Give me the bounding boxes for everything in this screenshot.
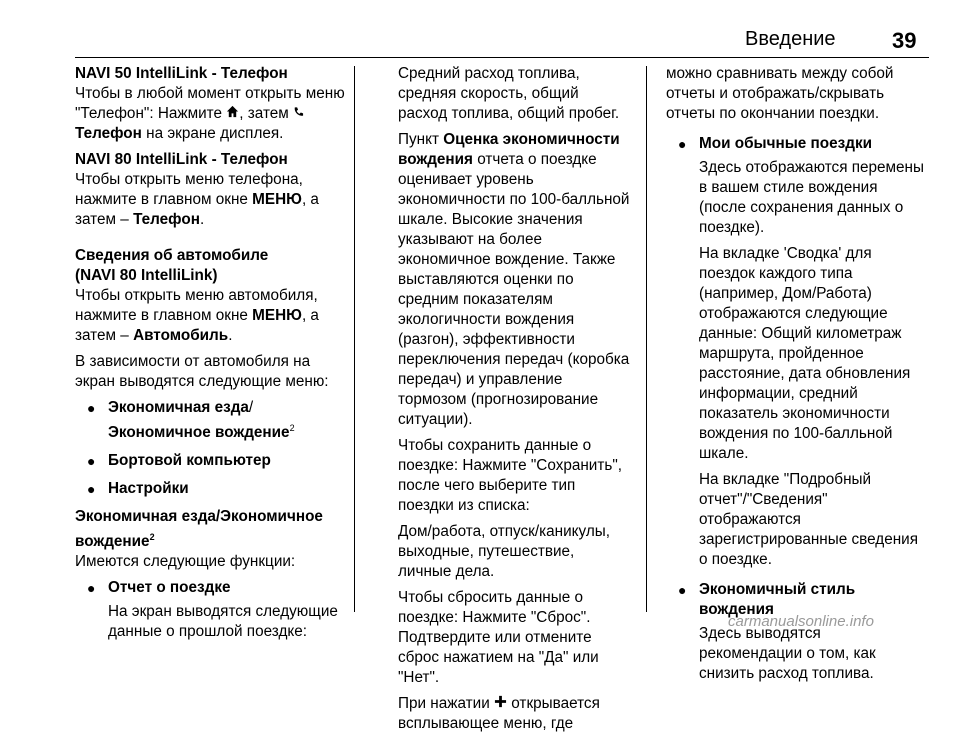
home-icon xyxy=(226,105,239,122)
column-3 xyxy=(666,64,928,690)
list-item-text: Здесь отображаются перемены в вашем стиле вождения (после сохранения данных о поездке). xyxy=(699,159,924,236)
list-item: ● Экономичный стиль вождения xyxy=(678,581,856,618)
phone-icon xyxy=(293,105,304,122)
paragraph: Чтобы сохранить данные о поездке: Нажмите "Сохранить", после чего выберите тип поездки из списка: xyxy=(398,437,623,514)
column-1 xyxy=(75,64,347,648)
list-item-text: Здесь выводятся рекомендации о том, как снизить расход топлива. xyxy=(699,625,876,682)
list-item-text: На вкладке 'Сводка' для поездок каждого типа (например, Дом/Работа) отображаются следующие данные: Общий километраж маршрута, пройденное расстояние, дата обновления информации, средний показатель экономичности вождения по 100-балльной шкале. xyxy=(699,245,911,462)
bullet-icon: ● xyxy=(87,580,96,597)
section-heading-vehicle-info: Сведения об автомобиле (NAVI 80 IntelliLink) xyxy=(75,247,269,284)
paragraph: Дом/работа, отпуск/каникулы, выходные, путешествие, личные дела. xyxy=(398,523,610,580)
paragraph: При нажатии открывается всплывающее меню, где xyxy=(398,695,600,732)
bullet-icon: ● xyxy=(678,136,687,152)
paragraph: Чтобы открыть меню телефона, нажмите в главном окне МЕНЮ, а затем – Телефон. xyxy=(75,171,319,228)
list-item: ● Мои обычные поездки xyxy=(678,135,873,152)
paragraph: Средний расход топлива, средняя скорость, общий расход топлива, общий пробег. xyxy=(398,65,620,122)
watermark: carmanualsonline.info xyxy=(728,613,874,630)
bullet-icon: ● xyxy=(678,582,687,598)
menu-list xyxy=(75,398,347,499)
list-item: ● Настройки xyxy=(87,480,189,498)
list-item: ● Экономичная езда/ Экономичное вождение$^2$ xyxy=(87,399,295,442)
column-divider-2 xyxy=(646,66,647,612)
list-item-text: На вкладке "Подробный отчет"/"Сведения" отображаются зарегистрированные сведения о поездке. xyxy=(699,471,918,568)
paragraph: Чтобы в любой момент открыть меню "Телефон": Нажмите , затем Телефон на экране дисплея. xyxy=(75,85,345,142)
section-heading-eco-driving: Экономичная езда/Экономичное вождение$^2$ xyxy=(75,508,323,551)
plus-icon xyxy=(494,695,507,712)
paragraph: Чтобы сбросить данные о поездке: Нажмите "Сброс". Подтвердите или отмените сброс нажатием на "Да" или "Нет". xyxy=(398,589,599,686)
bullet-icon: ● xyxy=(87,453,96,470)
column-divider-1 xyxy=(354,66,355,612)
paragraph: можно сравнивать между собой отчеты и отображать/скрывать отчеты по окончании поездки. xyxy=(666,65,894,122)
paragraph: Пункт Оценка экономичности вождения отчета о поездке оценивает уровень экономичности по 100-балльной шкале. Высокие значения указывают на более экономичное вождение. Также выставляются оценки по средним показателям экологичности вождения (разгон), эффективности переключения передач (коробка передач) и управление тормозом (прогнозирование ситуации). xyxy=(398,131,630,428)
section-heading-navi80-phone: NAVI 80 IntelliLink - Телефон xyxy=(75,151,288,168)
paragraph: Чтобы открыть меню автомобиля, нажмите в главном окне МЕНЮ, а затем – Автомобиль. xyxy=(75,287,319,344)
paragraph: Имеются следующие функции: xyxy=(75,553,296,571)
page-number: 39 xyxy=(892,28,917,53)
paragraph: В зависимости от автомобиля на экран выводятся следующие меню: xyxy=(75,353,329,390)
section-heading-navi50-phone: NAVI 50 IntelliLink - Телефон xyxy=(75,65,288,82)
bullet-icon: ● xyxy=(87,400,96,416)
bullet-icon: ● xyxy=(87,481,96,498)
list-item-text: На экран выводятся следующие данные о прошлой поездке: xyxy=(108,603,338,641)
list-item: ● Отчет о поездке xyxy=(87,579,231,597)
column-2 xyxy=(398,64,630,740)
header-rule xyxy=(75,57,929,58)
list-item: ● Бортовой компьютер xyxy=(87,452,271,470)
page-header-title: Введение xyxy=(745,28,836,50)
